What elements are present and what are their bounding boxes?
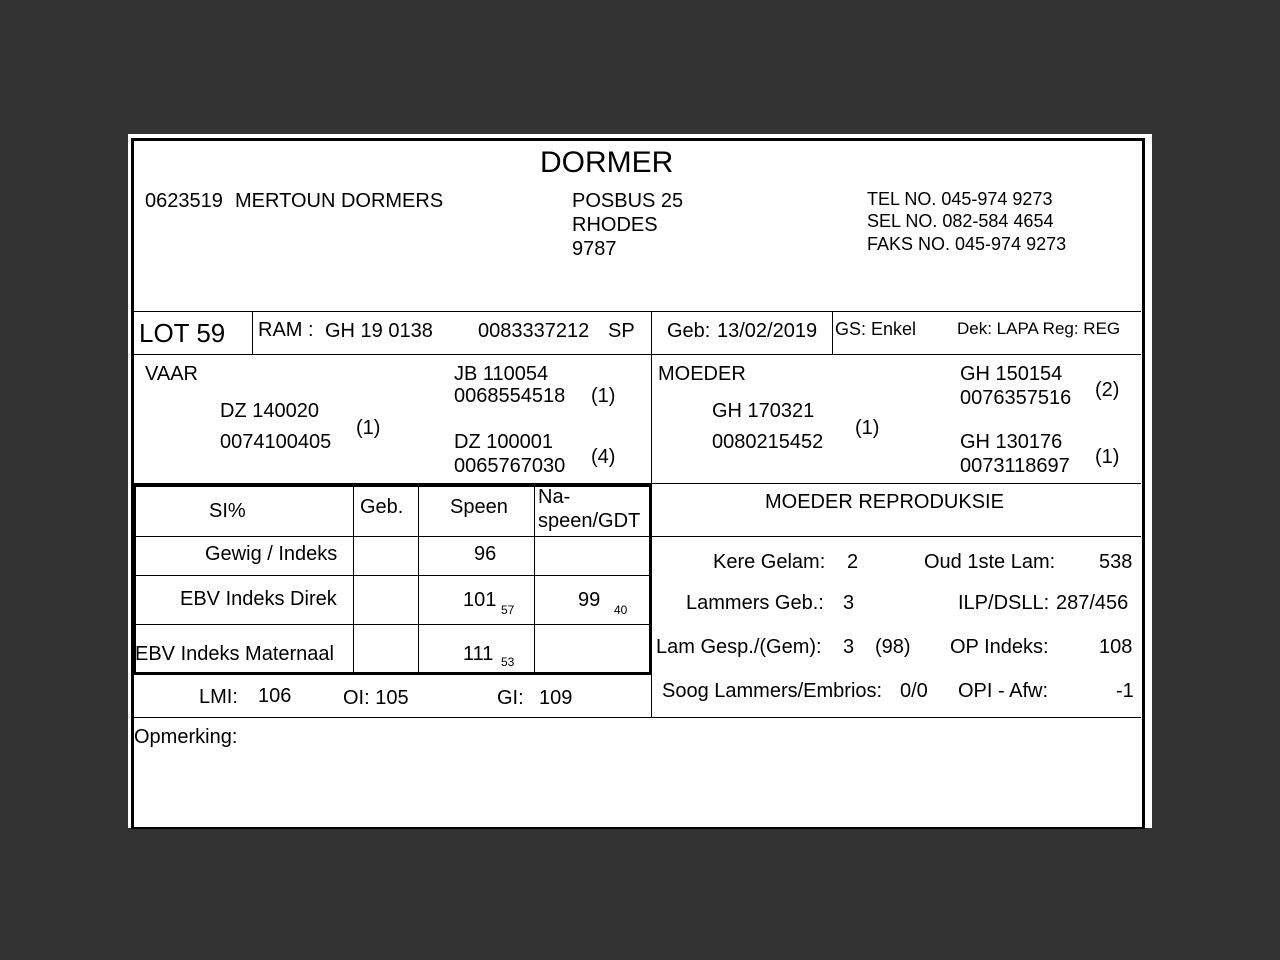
- divider: [418, 484, 419, 674]
- address-line-2: RHODES: [572, 214, 658, 236]
- gewig-speen: 96: [474, 543, 497, 565]
- direk-speen-accuracy: 57: [501, 603, 515, 617]
- moeder-dam-id: GH 130176: [960, 431, 1063, 453]
- direk-naspeen-accuracy: 40: [614, 603, 628, 617]
- oi-value: OI: 105: [343, 687, 409, 709]
- divider: [651, 536, 1141, 537]
- breeder-name: MERTOUN DORMERS: [235, 190, 444, 212]
- moeder-label: MOEDER: [658, 363, 746, 385]
- row-label-gewig: Gewig / Indeks: [205, 543, 338, 565]
- moeder-sire-number: 0076357516: [960, 387, 1072, 409]
- row-label-maternaal: EBV Indeks Maternaal: [135, 643, 334, 665]
- moeder-dam-number: 0073118697: [960, 455, 1070, 477]
- gesp-gem: (98): [875, 636, 911, 658]
- divider: [133, 354, 1141, 355]
- lot-number: LOT 59: [139, 318, 226, 348]
- gs-value: GS: Enkel: [835, 319, 917, 339]
- lammers-label: Lammers Geb.:: [686, 592, 824, 614]
- ilp-value: 287/456: [1056, 592, 1129, 614]
- divider: [353, 484, 354, 674]
- divider: [133, 717, 1141, 718]
- gesp-value: 3: [843, 636, 855, 658]
- vaar-dam-count: (4): [591, 446, 616, 468]
- sel-number: SEL NO. 082-584 4654: [867, 211, 1054, 231]
- op-label: OP Indeks:: [950, 636, 1049, 658]
- si-header: SI%: [209, 500, 246, 522]
- moeder-sire-count: (2): [1095, 379, 1120, 401]
- document-title: DORMER: [540, 146, 674, 179]
- vaar-id: DZ 140020: [220, 400, 319, 422]
- maternaal-speen: 111: [463, 643, 494, 665]
- naspeen-header-1: Na-: [538, 486, 571, 508]
- tel-number: TEL NO. 045-974 9273: [867, 189, 1053, 209]
- lmi-value: 106: [258, 685, 292, 707]
- speen-header: Speen: [450, 496, 508, 518]
- vaar-sire-number: 0068554518: [454, 385, 566, 407]
- dek-reg: Dek: LAPA Reg: REG: [957, 319, 1121, 338]
- geb-header: Geb.: [360, 496, 404, 518]
- moeder-number: 0080215452: [712, 431, 824, 453]
- vaar-label: VAAR: [145, 363, 198, 385]
- vaar-dam-number: 0065767030: [454, 455, 566, 477]
- geb-label: Geb:: [667, 320, 711, 342]
- divider: [252, 311, 253, 354]
- naspeen-header-2: speen/GDT: [538, 510, 641, 532]
- maternaal-speen-accuracy: 53: [501, 655, 515, 669]
- direk-speen: 101: [463, 589, 497, 611]
- ram-label: RAM :: [258, 319, 314, 341]
- moeder-sire-id: GH 150154: [960, 363, 1063, 385]
- oud-value: 538: [1099, 551, 1133, 573]
- lmi-label: LMI:: [199, 686, 238, 708]
- lammers-value: 3: [843, 592, 855, 614]
- soog-label: Soog Lammers/Embrios:: [662, 680, 883, 702]
- divider: [133, 536, 651, 537]
- row-label-direk: EBV Indeks Direk: [180, 588, 337, 610]
- gesp-label: Lam Gesp./(Gem):: [656, 636, 822, 658]
- address-line-3: 9787: [572, 238, 617, 260]
- ilp-label: ILP/DSLL:: [958, 592, 1050, 614]
- divider: [133, 624, 651, 625]
- opi-label: OPI - Afw:: [958, 680, 1049, 702]
- divider: [649, 484, 652, 674]
- vaar-count: (1): [356, 417, 381, 439]
- moeder-count: (1): [855, 417, 880, 439]
- divider: [832, 311, 833, 354]
- breeder-code: 0623519: [145, 190, 223, 212]
- opi-value: -1: [1116, 680, 1134, 702]
- address-line-1: POSBUS 25: [572, 190, 684, 212]
- opmerking-label: Opmerking:: [134, 726, 238, 748]
- kere-value: 2: [847, 551, 859, 573]
- divider: [133, 484, 651, 487]
- kere-label: Kere Gelam:: [713, 551, 826, 573]
- divider: [133, 672, 651, 675]
- vaar-sire-count: (1): [591, 385, 616, 407]
- vaar-dam-id: DZ 100001: [454, 431, 553, 453]
- divider: [133, 575, 651, 576]
- soog-value: 0/0: [900, 680, 928, 702]
- moeder-id: GH 170321: [712, 400, 815, 422]
- geb-date: 13/02/2019: [717, 320, 818, 342]
- gi-value: 109: [539, 687, 573, 709]
- vaar-number: 0074100405: [220, 431, 332, 453]
- op-value: 108: [1099, 636, 1133, 658]
- faks-number: FAKS NO. 045-974 9273: [867, 234, 1067, 254]
- vaar-sire-id: JB 110054: [454, 363, 549, 385]
- ram-grade: SP: [608, 320, 635, 342]
- direk-naspeen: 99: [578, 589, 601, 611]
- divider: [133, 311, 1141, 312]
- gi-label: GI:: [497, 687, 524, 709]
- oud-label: Oud 1ste Lam:: [924, 551, 1056, 573]
- reproduksie-title: MOEDER REPRODUKSIE: [765, 491, 1004, 513]
- ram-id: GH 19 0138: [325, 320, 433, 342]
- divider: [534, 484, 535, 674]
- moeder-dam-count: (1): [1095, 446, 1120, 468]
- ram-number: 0083337212: [478, 320, 590, 342]
